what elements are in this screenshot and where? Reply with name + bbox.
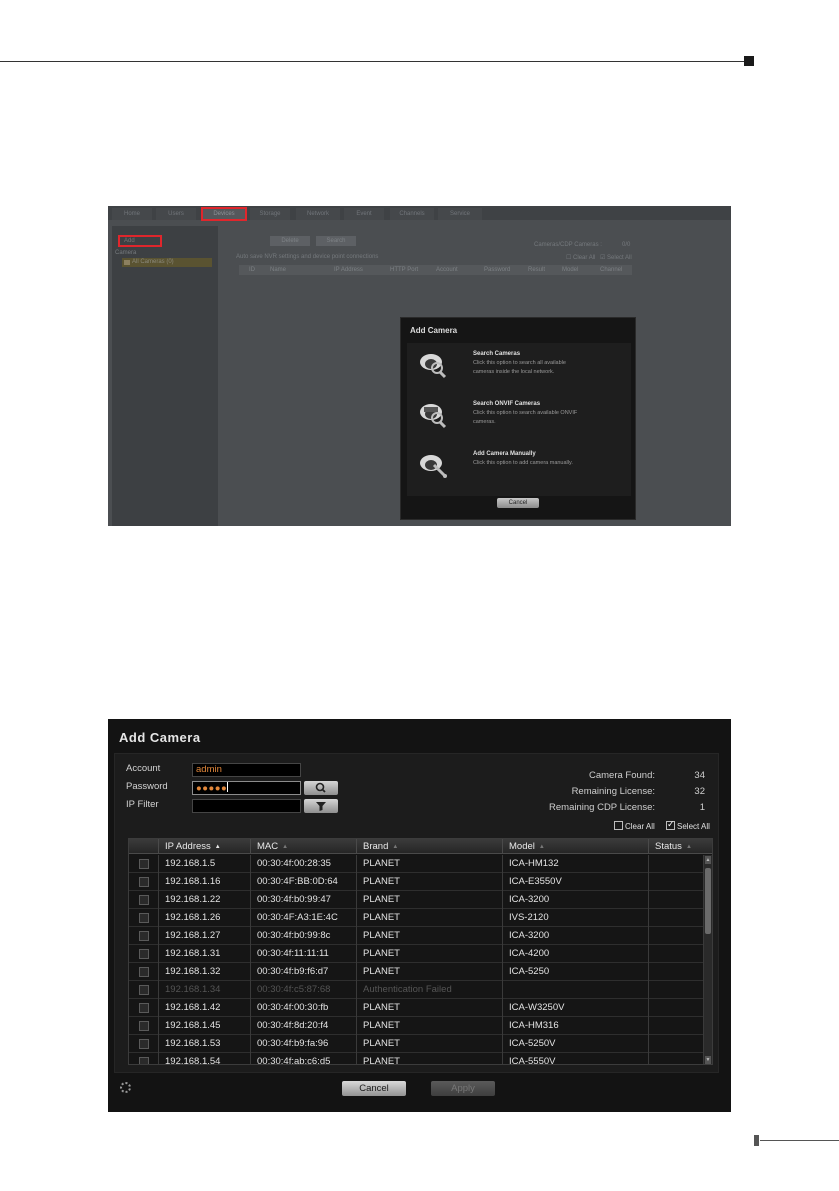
cell-model: ICA-E3550V bbox=[503, 873, 649, 891]
option-description: Click this option to search available ONVIF cameras. bbox=[473, 410, 578, 425]
search-camera-button[interactable] bbox=[304, 781, 338, 795]
col-label: MAC bbox=[257, 841, 279, 852]
auto-save-note: Auto save NVR settings and device point connections bbox=[236, 254, 379, 260]
col-brand[interactable] bbox=[357, 839, 503, 854]
cell-ip-address: 192.168.1.45 bbox=[159, 1017, 251, 1035]
cell-mac: 00:30:4f:11:11:11 bbox=[251, 945, 357, 963]
cell-model: ICA-W3250V bbox=[503, 999, 649, 1017]
cell-brand: PLANET bbox=[357, 1017, 503, 1035]
dialog-body bbox=[407, 343, 631, 496]
row-checkbox[interactable] bbox=[139, 1039, 149, 1049]
search-button[interactable]: Search bbox=[316, 236, 356, 246]
cell-status bbox=[649, 873, 705, 891]
camera-results-table bbox=[128, 838, 713, 1065]
cell-model: ICA-HM132 bbox=[503, 855, 649, 873]
row-checkbox[interactable] bbox=[139, 895, 149, 905]
col-channel[interactable]: Channel bbox=[600, 267, 623, 273]
col-name[interactable]: Name bbox=[270, 267, 287, 273]
clear-all-checkbox[interactable]: ☐ Clear All bbox=[566, 255, 596, 261]
table-row[interactable] bbox=[129, 1017, 705, 1035]
cell-status bbox=[649, 999, 705, 1017]
col-account[interactable]: Account bbox=[436, 267, 458, 273]
remaining-license-value: 32 bbox=[694, 786, 705, 797]
delete-button[interactable]: Delete bbox=[270, 236, 310, 246]
cell-status bbox=[649, 909, 705, 927]
sort-icon: ▲ bbox=[685, 844, 692, 850]
cell-status bbox=[649, 963, 705, 981]
cell-ip-address: 192.168.1.16 bbox=[159, 873, 251, 891]
select-all-label: Select All bbox=[607, 255, 632, 261]
checkbox-box bbox=[614, 821, 623, 830]
clear-all-checkbox[interactable] bbox=[614, 821, 655, 831]
cell-brand: PLANET bbox=[357, 891, 503, 909]
tab-users[interactable]: Users bbox=[156, 208, 196, 220]
cell-mac: 00:30:4f:b9:f6:d7 bbox=[251, 963, 357, 981]
option-title: Search ONVIF Cameras bbox=[473, 401, 541, 407]
add-camera-screenshot bbox=[108, 719, 731, 1112]
tab-network[interactable]: Network bbox=[296, 208, 340, 220]
col-model[interactable] bbox=[503, 839, 649, 854]
devices-table-header bbox=[239, 265, 632, 275]
table-row[interactable] bbox=[129, 963, 705, 981]
cell-model: ICA-3200 bbox=[503, 891, 649, 909]
filter-icon bbox=[304, 799, 338, 813]
col-ip-address[interactable]: IP Address bbox=[334, 267, 363, 273]
cell-brand: PLANET bbox=[357, 1035, 503, 1053]
row-checkbox[interactable] bbox=[139, 1057, 149, 1065]
account-input[interactable]: admin bbox=[192, 763, 301, 777]
table-row[interactable] bbox=[129, 1053, 705, 1065]
table-row[interactable] bbox=[129, 999, 705, 1017]
sort-asc-icon: ▲ bbox=[214, 844, 221, 850]
clear-all-label: Clear All bbox=[573, 255, 596, 261]
cell-ip-address: 192.168.1.22 bbox=[159, 891, 251, 909]
add-camera-button[interactable]: Add bbox=[118, 235, 162, 247]
cancel-button[interactable]: Cancel bbox=[342, 1081, 406, 1096]
sort-icon: ▲ bbox=[538, 844, 545, 850]
scroll-down-icon[interactable]: ▼ bbox=[705, 1057, 711, 1063]
table-row[interactable] bbox=[129, 855, 705, 873]
cell-brand: PLANET bbox=[357, 999, 503, 1017]
col-model[interactable]: Model bbox=[562, 267, 579, 273]
add-manually-option[interactable] bbox=[418, 451, 628, 491]
row-checkbox[interactable] bbox=[139, 859, 149, 869]
table-header bbox=[129, 839, 713, 854]
cell-brand: PLANET bbox=[357, 873, 503, 891]
ip-filter-label: IP Filter bbox=[126, 799, 159, 810]
cell-status bbox=[649, 891, 705, 909]
row-checkbox[interactable] bbox=[139, 877, 149, 887]
cell-mac: 00:30:4f:b0:99:8c bbox=[251, 927, 357, 945]
select-all-label: Select All bbox=[677, 822, 710, 831]
cell-ip-address: 192.168.1.31 bbox=[159, 945, 251, 963]
camera-tree-item[interactable] bbox=[122, 258, 212, 267]
cell-brand: PLANET bbox=[357, 909, 503, 927]
col-http-port[interactable]: HTTP Port bbox=[390, 267, 419, 273]
cell-status bbox=[649, 855, 705, 873]
cell-mac: 00:30:4f:b0:99:47 bbox=[251, 891, 357, 909]
tab-bar bbox=[108, 206, 731, 220]
cell-brand: PLANET bbox=[357, 963, 503, 981]
cell-model: ICA-HM316 bbox=[503, 1017, 649, 1035]
cell-model: ICA-5250 bbox=[503, 963, 649, 981]
tab-storage[interactable]: Storage bbox=[250, 208, 290, 220]
tab-event[interactable]: Event bbox=[344, 208, 384, 220]
dialog-title: Add Camera bbox=[410, 326, 458, 335]
cell-status bbox=[649, 981, 705, 999]
table-row[interactable] bbox=[129, 873, 705, 891]
password-input[interactable] bbox=[192, 781, 301, 795]
add-camera-dialog bbox=[400, 317, 636, 520]
footer-rule bbox=[760, 1140, 839, 1141]
cell-ip-address: 192.168.1.53 bbox=[159, 1035, 251, 1053]
cell-mac: 00:30:4f:ab:c6:d5 bbox=[251, 1053, 357, 1065]
tab-channels[interactable]: Channels bbox=[390, 208, 434, 220]
cell-status bbox=[649, 1053, 705, 1065]
col-checkbox bbox=[129, 839, 159, 854]
table-row[interactable] bbox=[129, 945, 705, 963]
col-ip-address[interactable] bbox=[159, 839, 251, 854]
col-id[interactable]: ID bbox=[249, 267, 255, 273]
cell-model bbox=[503, 981, 649, 999]
option-description: Click this option to add camera manually. bbox=[473, 460, 573, 466]
tab-devices[interactable]: Devices bbox=[202, 208, 246, 220]
row-checkbox[interactable] bbox=[139, 913, 149, 923]
remaining-license-label: Remaining License: bbox=[571, 786, 655, 797]
loading-spinner-icon bbox=[120, 1082, 131, 1093]
cell-model: ICA-5250V bbox=[503, 1035, 649, 1053]
camera-tree-item-label: All Cameras (0) bbox=[132, 259, 174, 265]
col-label: Brand bbox=[363, 841, 389, 852]
cell-ip-address: 192.168.1.27 bbox=[159, 927, 251, 945]
table-row[interactable] bbox=[129, 909, 705, 927]
cell-brand: PLANET bbox=[357, 945, 503, 963]
cell-brand: PLANET bbox=[357, 927, 503, 945]
apply-button[interactable]: Apply bbox=[431, 1081, 495, 1096]
cell-status bbox=[649, 1035, 705, 1053]
checkbox-box bbox=[666, 821, 675, 830]
camera-search-icon bbox=[418, 351, 448, 379]
tab-service[interactable]: Service bbox=[438, 208, 482, 220]
remaining-cdp-license-label: Remaining CDP License: bbox=[549, 802, 655, 813]
header-rule bbox=[0, 61, 744, 62]
cell-model: ICA-3200 bbox=[503, 927, 649, 945]
cell-ip-address: 192.168.1.34 bbox=[159, 981, 251, 999]
cell-mac: 00:30:4f:c5:87:68 bbox=[251, 981, 357, 999]
camera-manual-icon bbox=[418, 451, 448, 479]
cell-ip-address: 192.168.1.42 bbox=[159, 999, 251, 1017]
cell-mac: 00:30:4F:A3:1E:4C bbox=[251, 909, 357, 927]
page-title: Add Camera bbox=[119, 730, 201, 745]
cell-ip-address: 192.168.1.54 bbox=[159, 1053, 251, 1065]
scrollbar-thumb[interactable] bbox=[705, 868, 711, 934]
password-value: ●●●●● bbox=[196, 783, 228, 794]
search-icon bbox=[304, 781, 338, 795]
col-password[interactable]: Password bbox=[484, 267, 511, 273]
search-cameras-option[interactable] bbox=[418, 351, 628, 391]
cell-model: ICA-4200 bbox=[503, 945, 649, 963]
col-label: Status bbox=[655, 841, 682, 852]
footer-marker bbox=[754, 1135, 759, 1146]
header-marker bbox=[744, 56, 754, 66]
dialog-cancel-button[interactable]: Cancel bbox=[497, 498, 539, 508]
cell-status bbox=[649, 927, 705, 945]
camera-count-value: 0/0 bbox=[622, 242, 631, 248]
camera-tree-panel bbox=[112, 226, 218, 526]
row-checkbox[interactable] bbox=[139, 931, 149, 941]
camera-found-label: Camera Found: bbox=[588, 770, 655, 781]
cell-ip-address: 192.168.1.5 bbox=[159, 855, 251, 873]
password-label: Password bbox=[126, 781, 168, 792]
sort-icon: ▲ bbox=[392, 844, 399, 850]
text-caret bbox=[227, 782, 228, 792]
select-all-checkbox[interactable] bbox=[666, 821, 710, 831]
cell-brand: PLANET bbox=[357, 855, 503, 873]
cell-mac: 00:30:4f:8d:20:f4 bbox=[251, 1017, 357, 1035]
camera-count-label: Cameras/CDP Cameras : bbox=[534, 242, 602, 248]
row-checkbox[interactable] bbox=[139, 1021, 149, 1031]
tab-home[interactable]: Home bbox=[112, 208, 152, 220]
clear-all-label: Clear All bbox=[625, 822, 655, 831]
filter-button[interactable] bbox=[304, 799, 338, 813]
col-status[interactable] bbox=[649, 839, 713, 854]
camera-found-value: 34 bbox=[694, 770, 705, 781]
ip-filter-input[interactable] bbox=[192, 799, 301, 813]
devices-screenshot bbox=[108, 206, 731, 526]
cell-mac: 00:30:4F:BB:0D:64 bbox=[251, 873, 357, 891]
col-label: IP Address bbox=[165, 841, 211, 852]
col-result[interactable]: Result bbox=[528, 267, 546, 273]
account-label: Account bbox=[126, 763, 161, 774]
table-row[interactable] bbox=[129, 1035, 705, 1053]
cell-status bbox=[649, 1017, 705, 1035]
table-row[interactable] bbox=[129, 891, 705, 909]
cell-status bbox=[649, 945, 705, 963]
cell-brand: Authentication Failed bbox=[357, 981, 503, 999]
cell-ip-address: 192.168.1.32 bbox=[159, 963, 251, 981]
camera-tree-title: Camera bbox=[115, 250, 137, 256]
remaining-cdp-license-value: 1 bbox=[699, 802, 705, 813]
onvif-search-icon bbox=[418, 401, 448, 429]
cell-mac: 00:30:4f:b9:fa:96 bbox=[251, 1035, 357, 1053]
cell-ip-address: 192.168.1.26 bbox=[159, 909, 251, 927]
cell-mac: 00:30:4f:00:28:35 bbox=[251, 855, 357, 873]
sort-icon: ▲ bbox=[282, 844, 289, 850]
option-title: Search Cameras bbox=[473, 351, 521, 357]
cell-model: ICA-5550V bbox=[503, 1053, 649, 1065]
col-label: Model bbox=[509, 841, 535, 852]
col-mac[interactable] bbox=[251, 839, 357, 854]
table-scrollbar[interactable] bbox=[703, 855, 712, 1065]
scroll-up-icon[interactable]: ▲ bbox=[705, 857, 711, 863]
search-onvif-option[interactable] bbox=[418, 401, 628, 441]
table-row[interactable] bbox=[129, 927, 705, 945]
option-description: Click this option to search all available cameras inside the local network. bbox=[473, 360, 566, 375]
row-checkbox[interactable] bbox=[139, 1003, 149, 1013]
row-checkbox[interactable] bbox=[139, 967, 149, 977]
row-checkbox[interactable] bbox=[139, 985, 149, 995]
select-all-checkbox[interactable]: ☑ Select All bbox=[600, 255, 632, 261]
cell-model: IVS-2120 bbox=[503, 909, 649, 927]
option-title: Add Camera Manually bbox=[473, 451, 536, 457]
table-row[interactable] bbox=[129, 981, 705, 999]
row-checkbox[interactable] bbox=[139, 949, 149, 959]
cell-mac: 00:30:4f:00:30:fb bbox=[251, 999, 357, 1017]
folder-icon bbox=[124, 260, 130, 265]
cell-brand: PLANET bbox=[357, 1053, 503, 1065]
